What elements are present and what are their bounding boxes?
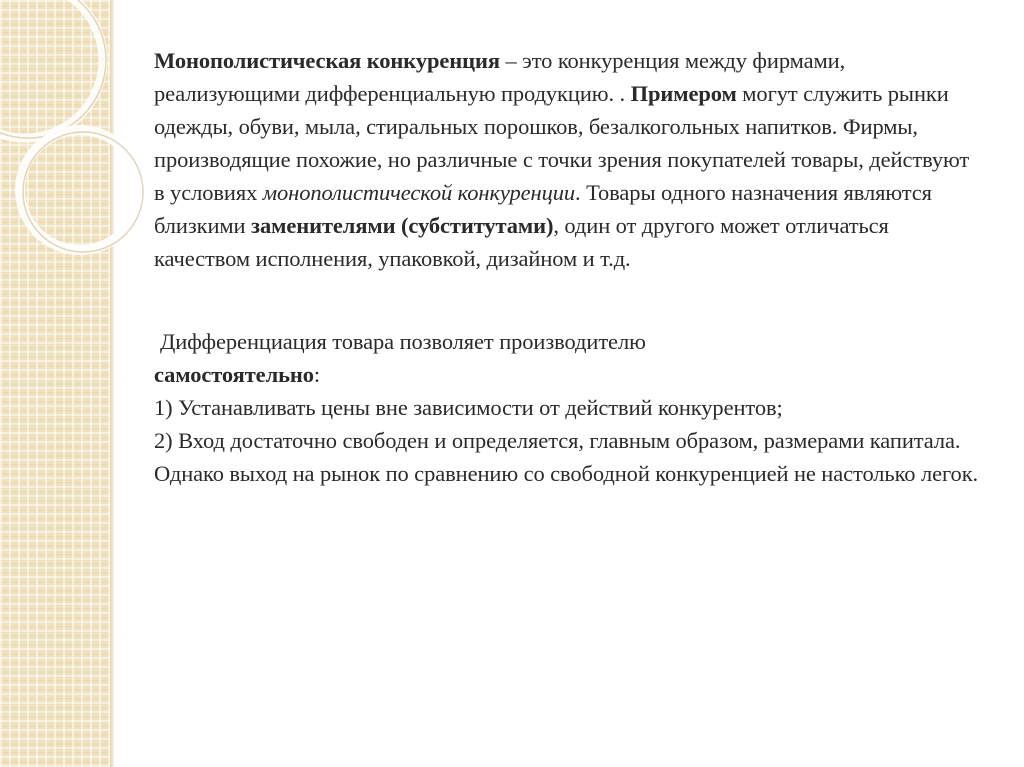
italic-term: монополистической конкуренции [262, 180, 576, 205]
list-item-2: 2) Вход достаточно свободен и определяется, главным образом, размерами капитала. Однако выход на рынок по сравнению со свободной конкуренцией не настолько легок. [154, 428, 979, 486]
example-text: могут служить рынки одежды, обуви, мыла, стиральных порошков, безалкогольных напитков. Фирмы, производящие похожие, но различные с точки зрения покупателей товары, действуют в условиях [154, 81, 970, 205]
slide-text-body [154, 44, 984, 490]
goods-text: . Товары одного назначения являются близкими [154, 180, 932, 238]
decorative-rings [0, 0, 160, 330]
term-definition: – это конкуренция между фирмами, реализующими дифференциальную продукцию. . [154, 48, 846, 106]
intro-text: Дифференциация товара позволяет производителю [160, 329, 646, 354]
paragraph-independently [154, 358, 984, 391]
substitutes-term: заменителями (субститутами) [251, 213, 554, 238]
colon: : [313, 362, 321, 387]
paragraph-spacer [154, 275, 984, 325]
paragraph-differentiation-intro [154, 325, 984, 358]
independently-term: самостоятельно [154, 362, 314, 387]
example-label: Примером [630, 81, 737, 106]
term-monopolistic-competition: Монополистическая конкуренция [154, 48, 500, 73]
ring-middle-shadow [23, 132, 143, 252]
ending-text: , один от другого может отличаться качеством исполнения, упаковкой, дизайном и т.д. [154, 213, 889, 271]
paragraph-definition [154, 44, 984, 275]
ring-top [0, 0, 103, 138]
list-item-1: 1) Устанавливать цены вне зависимости от действий конкурентов; [154, 395, 783, 420]
